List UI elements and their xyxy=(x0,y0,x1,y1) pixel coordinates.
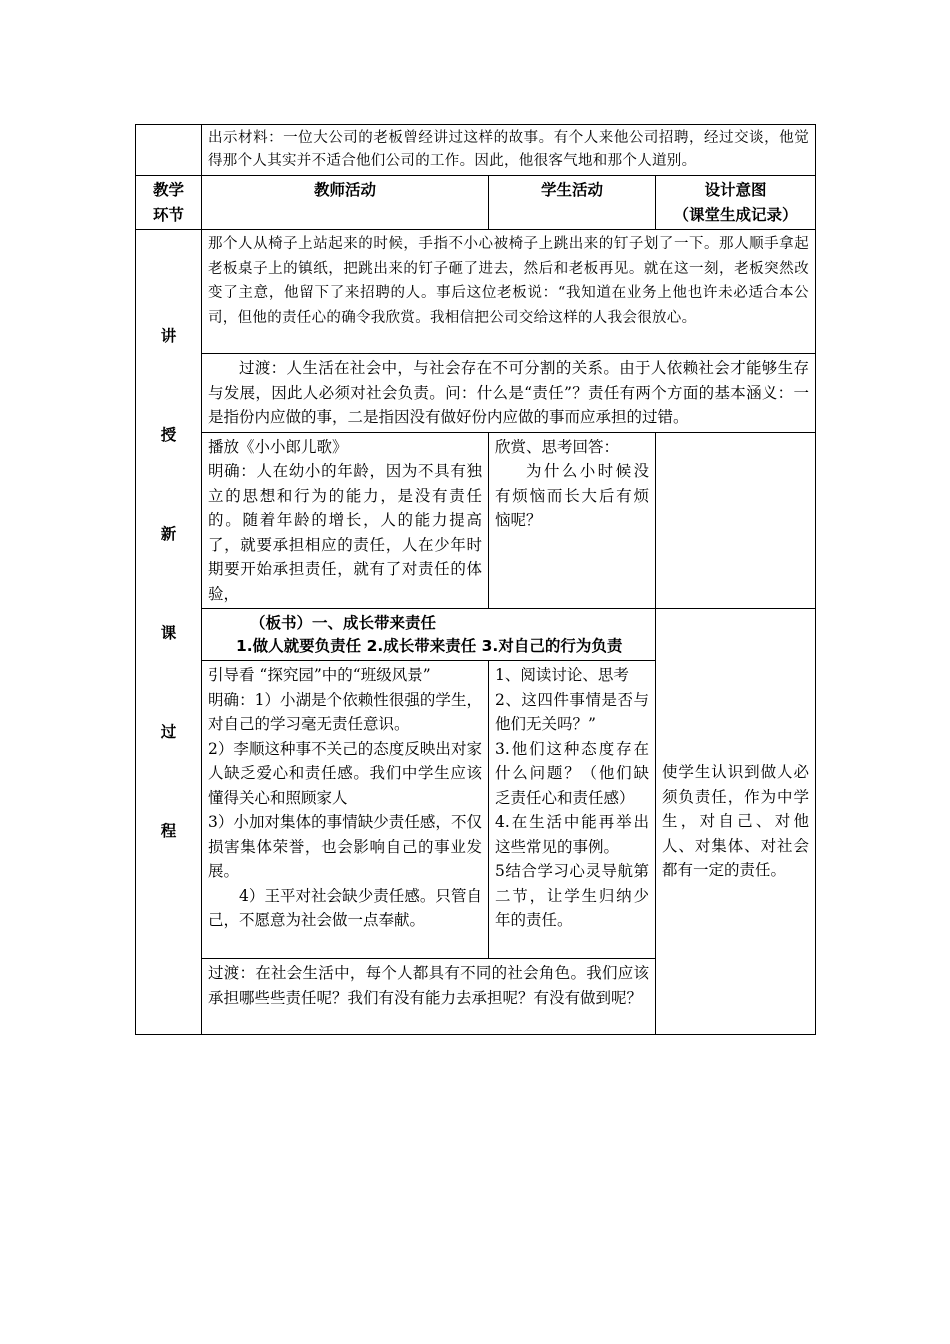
board-row xyxy=(136,609,816,661)
board-cell xyxy=(202,609,656,661)
header-intent xyxy=(656,176,816,230)
stage-char: 讲 xyxy=(160,327,177,345)
header-intent-line1: 设计意图 xyxy=(704,181,767,199)
lesson-plan-table xyxy=(135,124,816,1035)
design-intent-cell xyxy=(656,609,816,1035)
explore-student-cell xyxy=(489,661,656,959)
header-stage xyxy=(136,176,202,230)
student-step-2: 2、这四件事情是否与他们无关吗？” xyxy=(495,690,649,733)
student-step-3: 3.他们这种态度存在什么问题？（他们缺乏责任心和责任感） xyxy=(495,739,649,807)
explore-point-2: 2）李顺这种事不关己的态度反映出对家人缺乏爱心和责任感。我们中学生应该懂得关心和照顾家人 xyxy=(208,739,482,807)
transition-row xyxy=(136,354,816,433)
song-intent-cell xyxy=(656,432,816,609)
student-step-5: 5结合学习心灵导航第二节，让学生归纳少年的责任。 xyxy=(495,862,649,929)
design-intent-text: 使学生认识到做人必须负责任，作为中学生，对自己、对他人、对集体、对社会都有一定的责任。 xyxy=(662,763,809,880)
song-student-task: 欣赏、思考回答： xyxy=(495,437,620,456)
board-line2: 1.做人就要负责任 2.成长带来责任 3.对自己的行为负责 xyxy=(236,637,623,655)
header-student: 学生活动 xyxy=(489,176,656,230)
story-text: 那个人从椅子上站起来的时候，手指不小心被椅子上跳出来的钉子划了一下。那人顺手拿起老板桌子上的镇纸，把跳出来的钉子砸了进去，然后和老板再见。就在这一刻，老板突然改变了主意，他留下了来招聘的人。事后这位老板说：“我知道在业务上他也许未必适合本公司，但他的责任心的确令我欣赏。我相信把公司交给这样的人我会很放心。 xyxy=(202,230,816,354)
story-row xyxy=(136,230,816,354)
stage-label xyxy=(142,232,195,918)
song-play-line: 播放《小小郎儿歌》 xyxy=(208,437,348,456)
explore-guide: 引导看 “探究园”中的“班级风景” xyxy=(208,666,431,684)
student-step-1: 1、阅读讨论、思考 xyxy=(495,666,629,684)
stage-label-cell xyxy=(136,230,202,1035)
explore-point-4: 4）王平对社会缺少责任感。只管自己，不愿意为社会做一点奉献。 xyxy=(208,886,482,929)
song-row xyxy=(136,432,816,609)
stage-char: 授 xyxy=(160,426,177,444)
explore-teacher-cell xyxy=(202,661,489,959)
stage-char: 新 xyxy=(160,525,177,543)
transition-text: 过渡：人生活在社会中，与社会存在不可分割的关系。由于人依赖社会才能够生存与发展，因此人必须对社会负责。问：什么是“责任”？责任有两个方面的基本涵义：一是指份内应做的事，二是指因没有做好份内应做的事而应承担的过错。 xyxy=(202,354,816,433)
transition2-text: 过渡：在社会生活中，每个人都具有不同的社会角色。我们应该承担哪些些责任呢？我们有没有能力去承担呢？有没有做到呢？ xyxy=(202,959,656,1035)
explore-point-3: 3）小加对集体的事情缺少责任感，不仅损害集体荣誉，也会影响自己的事业发展。 xyxy=(208,813,482,880)
song-student-question: 为什么小时候没有烦恼而长大后有烦恼呢？ xyxy=(495,462,649,529)
song-student-cell xyxy=(489,432,656,609)
header-stage-label: 教学环节 xyxy=(152,181,184,224)
stage-char: 程 xyxy=(160,822,177,840)
board-line1: （板书）一、成长带来责任 xyxy=(250,614,437,632)
stage-char: 课 xyxy=(160,624,177,642)
header-intent-line2: （课堂生成记录） xyxy=(673,205,798,224)
header-teacher: 教师活动 xyxy=(202,176,489,230)
student-step-4: 4.在生活中能再举出这些常见的事例。 xyxy=(495,813,649,856)
song-clarify: 明确：人在幼小的年龄，因为不具有独立的思想和行为的能力，是没有责任的。随着年龄的增长，人的能力提高了，就要承担相应的责任，人在少年时期要开始承担责任，就有了对责任的体验， xyxy=(208,462,482,603)
stage-char: 过 xyxy=(160,723,177,741)
empty-cell xyxy=(136,125,202,176)
intro-material: 出示材料：一位大公司的老板曾经讲过这样的故事。有个人来他公司招聘，经过交谈，他觉得那个人其实并不适合他们公司的工作。因此，他很客气地和那个人道别。 xyxy=(202,125,816,176)
explore-point-1: 明确：1）小湖是个依赖性很强的学生，对自己的学习毫无责任意识。 xyxy=(208,690,482,733)
intro-row xyxy=(136,125,816,176)
header-row xyxy=(136,176,816,230)
song-teacher-cell xyxy=(202,432,489,609)
